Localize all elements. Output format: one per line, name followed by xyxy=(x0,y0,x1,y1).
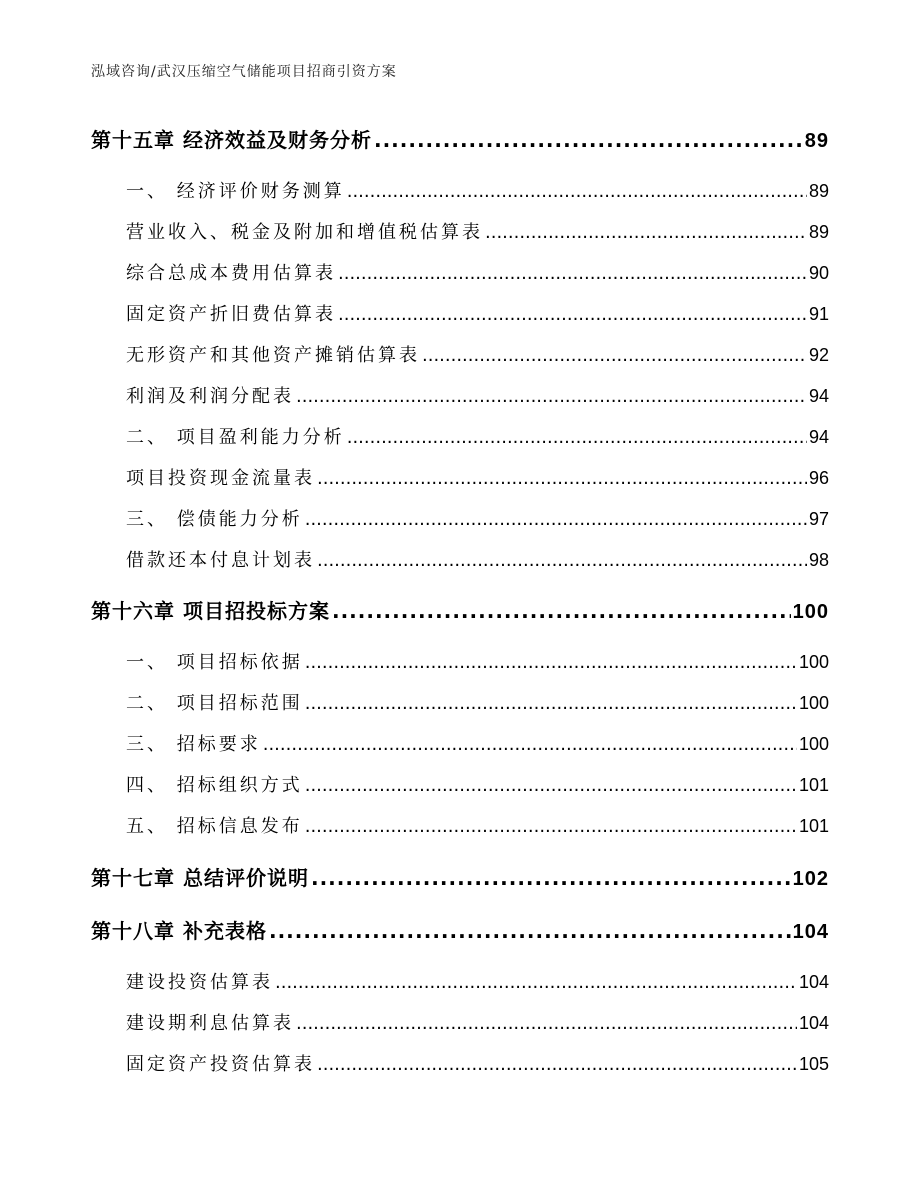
toc-title: 一、 项目招标依据 xyxy=(126,652,303,673)
toc-entry-section[interactable] xyxy=(91,341,829,367)
toc-title: 第十七章 总结评价说明 xyxy=(91,866,309,890)
toc-leader-dots xyxy=(305,693,797,714)
toc-page-number: 94 xyxy=(808,386,829,406)
toc-leader-dots xyxy=(347,427,807,448)
toc-entry-chapter[interactable] xyxy=(91,862,829,891)
toc-leader-dots xyxy=(317,468,807,489)
toc-page-number: 102 xyxy=(792,868,829,890)
toc-page-number: 101 xyxy=(798,775,829,795)
toc-leader-dots xyxy=(305,816,797,837)
toc-title: 固定资产折旧费估算表 xyxy=(126,304,336,325)
toc-page-number: 104 xyxy=(792,921,829,943)
toc-leader-dots xyxy=(485,222,807,243)
toc-leader-dots xyxy=(317,1054,797,1075)
toc-leader-dots xyxy=(338,263,807,284)
toc-entry-section[interactable] xyxy=(91,812,829,838)
toc-entry-section[interactable] xyxy=(91,1050,829,1076)
toc-leader-dots xyxy=(305,509,807,530)
table-of-contents xyxy=(91,0,829,1191)
toc-entry-section[interactable] xyxy=(91,648,829,674)
toc-page-number: 104 xyxy=(798,1013,829,1033)
running-header: 泓域咨询/武汉压缩空气储能项目招商引资方案 xyxy=(91,64,397,80)
toc-title: 四、 招标组织方式 xyxy=(126,775,303,796)
toc-title: 五、 招标信息发布 xyxy=(126,816,303,837)
toc-leader-dots xyxy=(317,550,807,571)
toc-entry-section[interactable] xyxy=(91,1009,829,1035)
toc-title: 第十八章 补充表格 xyxy=(91,919,267,943)
toc-page-number: 100 xyxy=(798,693,829,713)
toc-entry-section[interactable] xyxy=(91,218,829,244)
toc-entry-section[interactable] xyxy=(91,730,829,756)
toc-title: 营业收入、税金及附加和增值税估算表 xyxy=(126,222,483,243)
toc-title: 二、 项目招标范围 xyxy=(126,693,303,714)
toc-page-number: 104 xyxy=(798,972,829,992)
toc-title: 无形资产和其他资产摊销估算表 xyxy=(126,345,420,366)
toc-entry-chapter[interactable] xyxy=(91,124,829,153)
toc-title: 三、 偿债能力分析 xyxy=(126,509,303,530)
toc-entry-section[interactable] xyxy=(91,689,829,715)
toc-page-number: 92 xyxy=(808,345,829,365)
toc-entry-section[interactable] xyxy=(91,423,829,449)
toc-entry-section[interactable] xyxy=(91,771,829,797)
toc-title: 第十五章 经济效益及财务分析 xyxy=(91,128,372,152)
toc-entry-chapter[interactable] xyxy=(91,915,829,944)
toc-entry-section[interactable] xyxy=(91,300,829,326)
toc-page-number: 89 xyxy=(804,130,829,152)
toc-leader-dots xyxy=(332,599,791,623)
toc-entry-section[interactable] xyxy=(91,505,829,531)
toc-page-number: 100 xyxy=(792,601,829,623)
toc-page-number: 98 xyxy=(808,550,829,570)
toc-leader-dots xyxy=(296,386,807,407)
toc-leader-dots xyxy=(422,345,807,366)
toc-title: 综合总成本费用估算表 xyxy=(126,263,336,284)
toc-page-number: 100 xyxy=(798,734,829,754)
toc-title: 一、 经济评价财务测算 xyxy=(126,181,345,202)
toc-page-number: 89 xyxy=(808,181,829,201)
toc-entry-section[interactable] xyxy=(91,464,829,490)
toc-page-number: 90 xyxy=(808,263,829,283)
toc-page-number: 100 xyxy=(798,652,829,672)
toc-entry-section[interactable] xyxy=(91,259,829,285)
toc-entry-section[interactable] xyxy=(91,968,829,994)
toc-leader-dots xyxy=(296,1013,797,1034)
toc-title: 建设投资估算表 xyxy=(126,972,273,993)
toc-title: 二、 项目盈利能力分析 xyxy=(126,427,345,448)
toc-leader-dots xyxy=(275,972,797,993)
toc-page-number: 97 xyxy=(808,509,829,529)
toc-title: 利润及利润分配表 xyxy=(126,386,294,407)
toc-page-number: 91 xyxy=(808,304,829,324)
toc-title: 三、 招标要求 xyxy=(126,734,261,755)
toc-leader-dots xyxy=(338,304,807,325)
toc-leader-dots xyxy=(305,775,797,796)
toc-page-number: 101 xyxy=(798,816,829,836)
toc-entry-section[interactable] xyxy=(91,177,829,203)
toc-entry-section[interactable] xyxy=(91,382,829,408)
toc-leader-dots xyxy=(374,128,803,152)
toc-leader-dots xyxy=(269,919,791,943)
toc-title: 建设期利息估算表 xyxy=(126,1013,294,1034)
toc-leader-dots xyxy=(347,181,807,202)
toc-leader-dots xyxy=(263,734,797,755)
toc-entry-section[interactable] xyxy=(91,546,829,572)
toc-title: 项目投资现金流量表 xyxy=(126,468,315,489)
toc-title: 借款还本付息计划表 xyxy=(126,550,315,571)
toc-leader-dots xyxy=(305,652,797,673)
toc-title: 第十六章 项目招投标方案 xyxy=(91,599,330,623)
toc-page-number: 94 xyxy=(808,427,829,447)
toc-entry-chapter[interactable] xyxy=(91,595,829,624)
toc-page-number: 89 xyxy=(808,222,829,242)
toc-title: 固定资产投资估算表 xyxy=(126,1054,315,1075)
toc-page-number: 96 xyxy=(808,468,829,488)
toc-page-number: 105 xyxy=(798,1054,829,1074)
toc-leader-dots xyxy=(311,866,791,890)
